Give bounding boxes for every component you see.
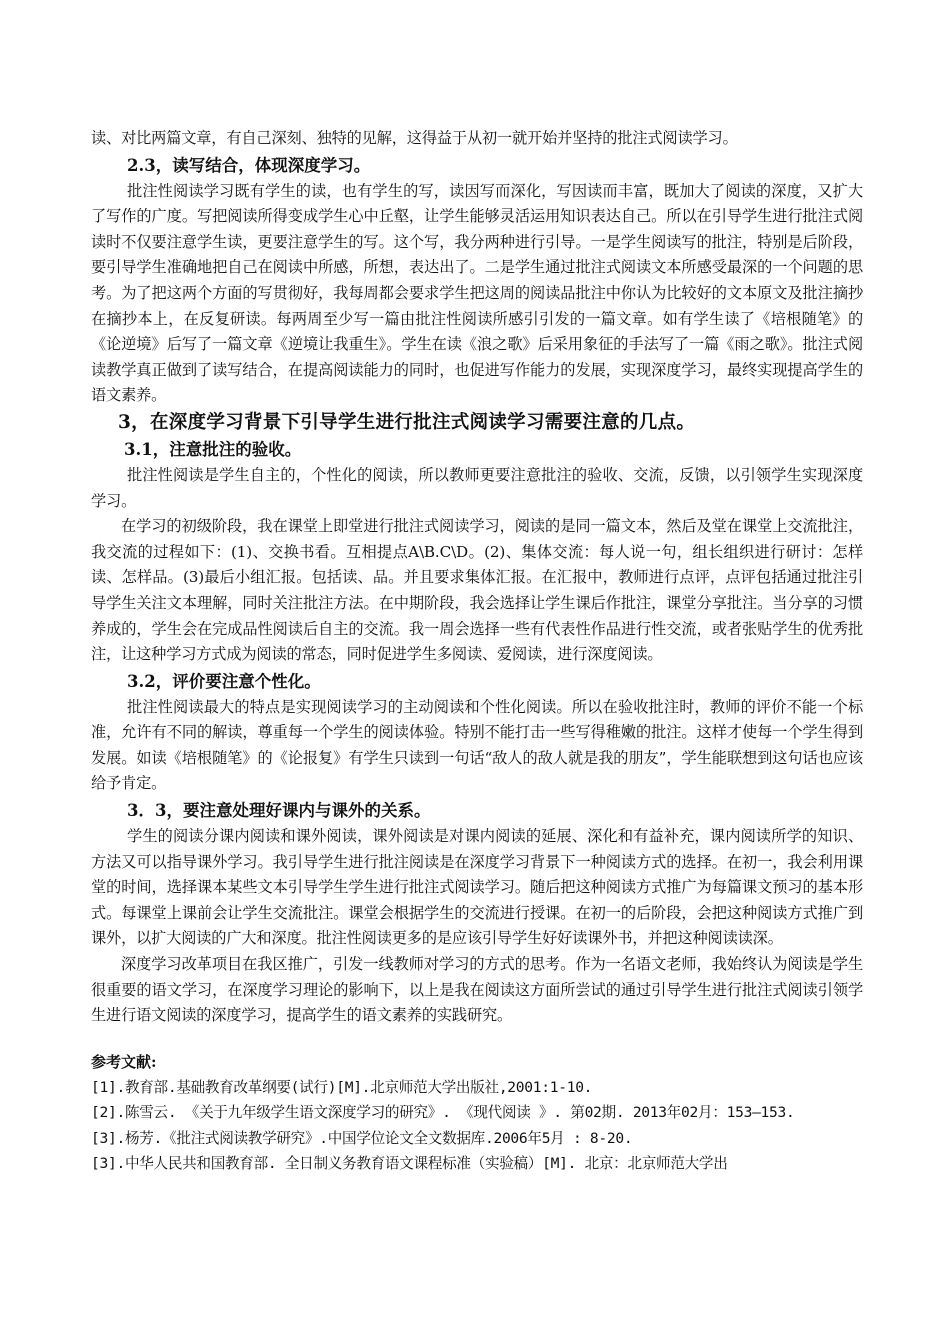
section-3-2-paragraph: 批注性阅读最大的特点是实现阅读学习的主动阅读和个性化阅读。所以在验收批注时，教师的评价不能一个标准，允许有不同的解读，尊重每一个学生的阅读体验。特别不能打击一些写得稚嫩的批注。这样才使每一个学生得到发展。如读《培根随笔》的《论报复》有学生只读到一句话“敌人的敌人就是我的朋友”，学生能联想到这句话也应该给予肯定。 [91,697,863,793]
section-3-1-heading: 3.1，注意批注的验收。 [124,439,302,459]
document-page [91,126,863,1177]
intro-tail-paragraph: 读、对比两篇文章，有自己深刻、独特的见解，这得益于从初一就开始并坚持的批注式阅读学习。 [91,129,738,147]
section-3-heading: 3，在深度学习背景下引导学生进行批注式阅读学习需要注意的几点。 [118,411,696,433]
spacer [91,1029,863,1049]
section-3-3-paragraph: 学生的阅读分课内阅读和课外阅读，课外阅读是对课内阅读的延展、深化和有益补充，课内阅读所学的知识、方法又可以指导课外学习。我引导学生进行批注阅读是在深度学习背景下一种阅读方式的选择。在初一，我会利用课堂的时间，选择课本某些文本引导学生学生进行批注式阅读学习。随后把这种阅读方式推广为每篇课文预习的基本形式。每课堂上课前会让学生交流批注。课堂会根据学生的交流进行授课。在初一的后阶段，会把这种阅读方式推广到课外，以扩大阅读的广大和深度。批注性阅读更多的是应该引导学生好好读课外书，并把这种阅读读深。 [91,827,863,948]
section-3-1-paragraph-a: 批注性阅读是学生自主的，个性化的阅读，所以教师更要注意批注的验收、交流，反馈，以引领学生实现深度学习。 [91,465,863,510]
references-title: 参考文献: [91,1052,157,1071]
section-3-3-heading: 3．3，要注意处理好课内与课外的关系。 [127,801,431,821]
section-2-3-paragraph: 批注性阅读学习既有学生的读，也有学生的写，读因写而深化，写因读而丰富，既加大了阅读的深度，又扩大了写作的广度。写把阅读所得变成学生心中丘壑，让学生能够灵活运用知识表达自己。所以在引导学生进行批注式阅读时不仅要注意学生读，更要注意学生的写。这个写，我分两种进行引导。一是学生阅读写的批注，特别是后阶段，要引导学生准确地把自己在阅读中所感，所想，表达出了。二是学生通过批注式阅读文本所感受最深的一个问题的思考。为了把这两个方面的写贯彻好，我每周都会要求学生把这周的阅读品批注中你认为比较好的文本原文及批注摘抄在摘抄本上，在反复研读。每两周至少写一篇由批注性阅读所感引引发的一篇文章。如有学生读了《培根随笔》的《论逆境》后写了一篇文章《逆境让我重生》。学生在读《浪之歌》后采用象征的手法写了一篇《雨之歌》。批注式阅读教学真正做到了读写结合，在提高阅读能力的同时，也促进写作能力的发展，实现深度学习，最终实现提高学生的语文素养。 [91,181,863,405]
section-3-2-heading: 3.2，评价要注意个性化。 [127,671,321,691]
reference-item: [3].中华人民共和国教育部. 全日制义务教育语文课程标准（实验稿）[M]. 北京：北京师范大学出 [91,1155,728,1173]
reference-item: [2].陈雪云. 《关于九年级学生语文深度学习的研究》. 《现代阅读 》. 第02期. 2013年02月：153—153. [91,1104,795,1122]
reference-item: [1].教育部.基础教育改革纲要(试行)[M].北京师范大学出版社,2001:1-10. [91,1078,593,1096]
section-2-3-heading: 2.3，读写结合，体现深度学习。 [127,155,371,175]
section-3-1-paragraph-b: 在学习的初级阶段，我在课堂上即堂进行批注式阅读学习，阅读的是同一篇文本，然后及堂在课堂上交流批注，我交流的过程如下：(1)、交换书看。互相提点A\B.C\D。(2)、集体交流：每人说一句，组长组织进行研讨：怎样读、怎样品。(3)最后小组汇报。包括读、品。并且要求集体汇报。在汇报中，教师进行点评，点评包括通过批注引导学生关注文本理解，同时关注批注方法。在中期阶段，我会选择让学生课后作批注，课堂分享批注。当分享的习惯养成的，学生会在完成品性阅读后自主的交流。我一周会选择一些有代表性作品进行性交流，或者张贴学生的优秀批注，让这种学习方式成为阅读的常态，同时促进学生多阅读、爱阅读，进行深度阅读。 [91,517,863,664]
conclusion-paragraph: 深度学习改革项目在我区推广，引发一线教师对学习的方式的思考。作为一名语文老师，我始终认为阅读是学生很重要的语文学习，在深度学习理论的影响下，以上是我在阅读这方面所尝试的通过引导学生进行批注式阅读引领学生进行语文阅读的深度学习，提高学生的语文素养的实践研究。 [91,955,863,1025]
reference-item: [3].杨芳.《批注式阅读教学研究》.中国学位论文全文数据库.2006年5月 : 8-20. [91,1129,633,1147]
